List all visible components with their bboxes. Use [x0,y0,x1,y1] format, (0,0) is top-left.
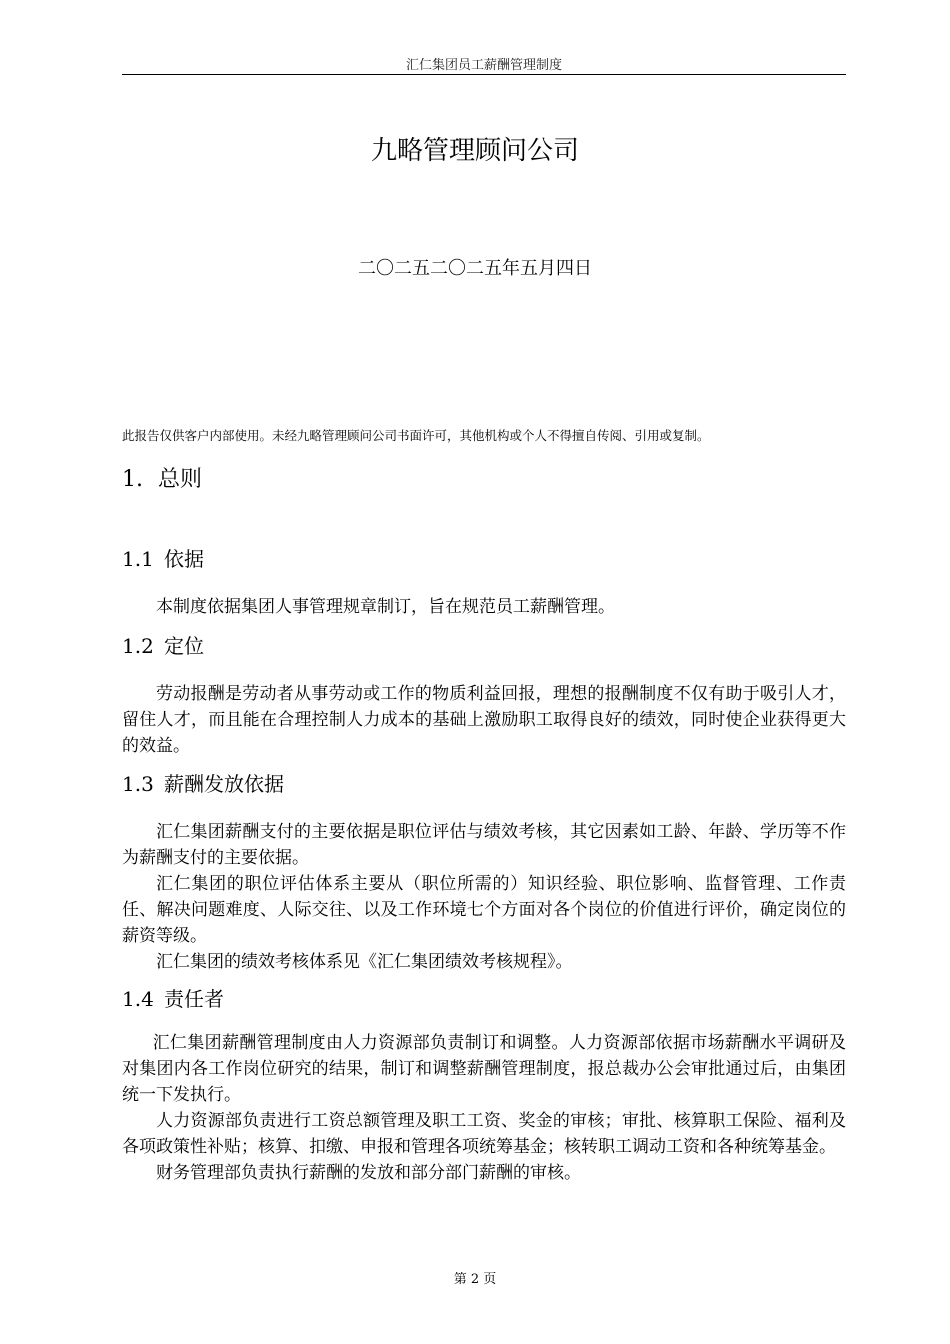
paragraph: 财务管理部负责执行薪酬的发放和部分部门薪酬的审核。 [156,1163,581,1183]
section-number: 1. [122,467,143,492]
subsection-heading-1-3 [122,768,284,797]
paragraph: 汇仁集团的职位评估体系主要从（职位所需的）知识经验、职位影响、监督管理、工作责任、解决问题难度、人际交往、以及工作环境七个方面对各个岗位的价值进行评价，确定岗位的薪资等级。 [122,874,846,946]
company-name: 九略管理顾问公司 [370,136,579,166]
page-number: 第 2 页 [453,1272,497,1287]
subsection-number: 1.2 [122,634,154,658]
confidentiality-notice: 此报告仅供客户内部使用。未经九略管理顾问公司书面许可，其他机构或个人不得擅自传阅、引用或复制。 [122,428,710,443]
subsection-number: 1.4 [122,987,154,1011]
subsection-heading-1-2 [122,630,204,659]
header-divider [122,74,846,75]
subsection-title: 薪酬发放依据 [164,772,284,796]
subsection-heading-1-1 [122,543,204,572]
report-date: 二〇二五二〇二五年五月四日 [358,258,592,279]
page-header: 汇仁集团员工薪酬管理制度 [405,58,562,73]
subsection-title: 责任者 [164,987,224,1011]
paragraph: 汇仁集团的绩效考核体系见《汇仁集团绩效考核规程》。 [156,952,573,972]
paragraph: 劳动报酬是劳动者从事劳动或工作的物质利益回报，理想的报酬制度不仅有助于吸引人才，留住人才，而且能在合理控制人力成本的基础上激励职工取得良好的绩效，同时使企业获得更大的效益。 [122,684,846,756]
subsection-number: 1.3 [122,772,154,796]
subsection-heading-1-4 [122,983,224,1012]
subsection-title: 依据 [164,547,204,571]
subsection-title: 定位 [164,634,204,658]
paragraph-block-1-3 [122,819,846,975]
section-heading-1 [122,462,202,493]
paragraph: 汇仁集团薪酬支付的主要依据是职位评估与绩效考核，其它因素如工龄、年龄、学历等不作为薪酬支付的主要依据。 [122,822,846,868]
paragraph-block-1-1 [122,594,846,620]
paragraph: 汇仁集团薪酬管理制度由人力资源部负责制订和调整。人力资源部依据市场薪酬水平调研及对集团内各工作岗位研究的结果，制订和调整薪酬管理制度，报总裁办公会审批通过后，由集团统一下发执行。 [122,1033,846,1105]
paragraph-block-1-4 [122,1030,846,1186]
section-title: 总则 [158,467,203,492]
paragraph: 本制度依据集团人事管理规章制订，旨在规范员工薪酬管理。 [156,597,615,617]
subsection-number: 1.1 [122,547,154,571]
paragraph: 人力资源部负责进行工资总额管理及职工工资、奖金的审核；审批、核算职工保险、福利及各项政策性补贴；核算、扣缴、申报和管理各项统筹基金；核转职工调动工资和各种统筹基金。 [122,1111,846,1157]
paragraph-block-1-2 [122,681,846,759]
